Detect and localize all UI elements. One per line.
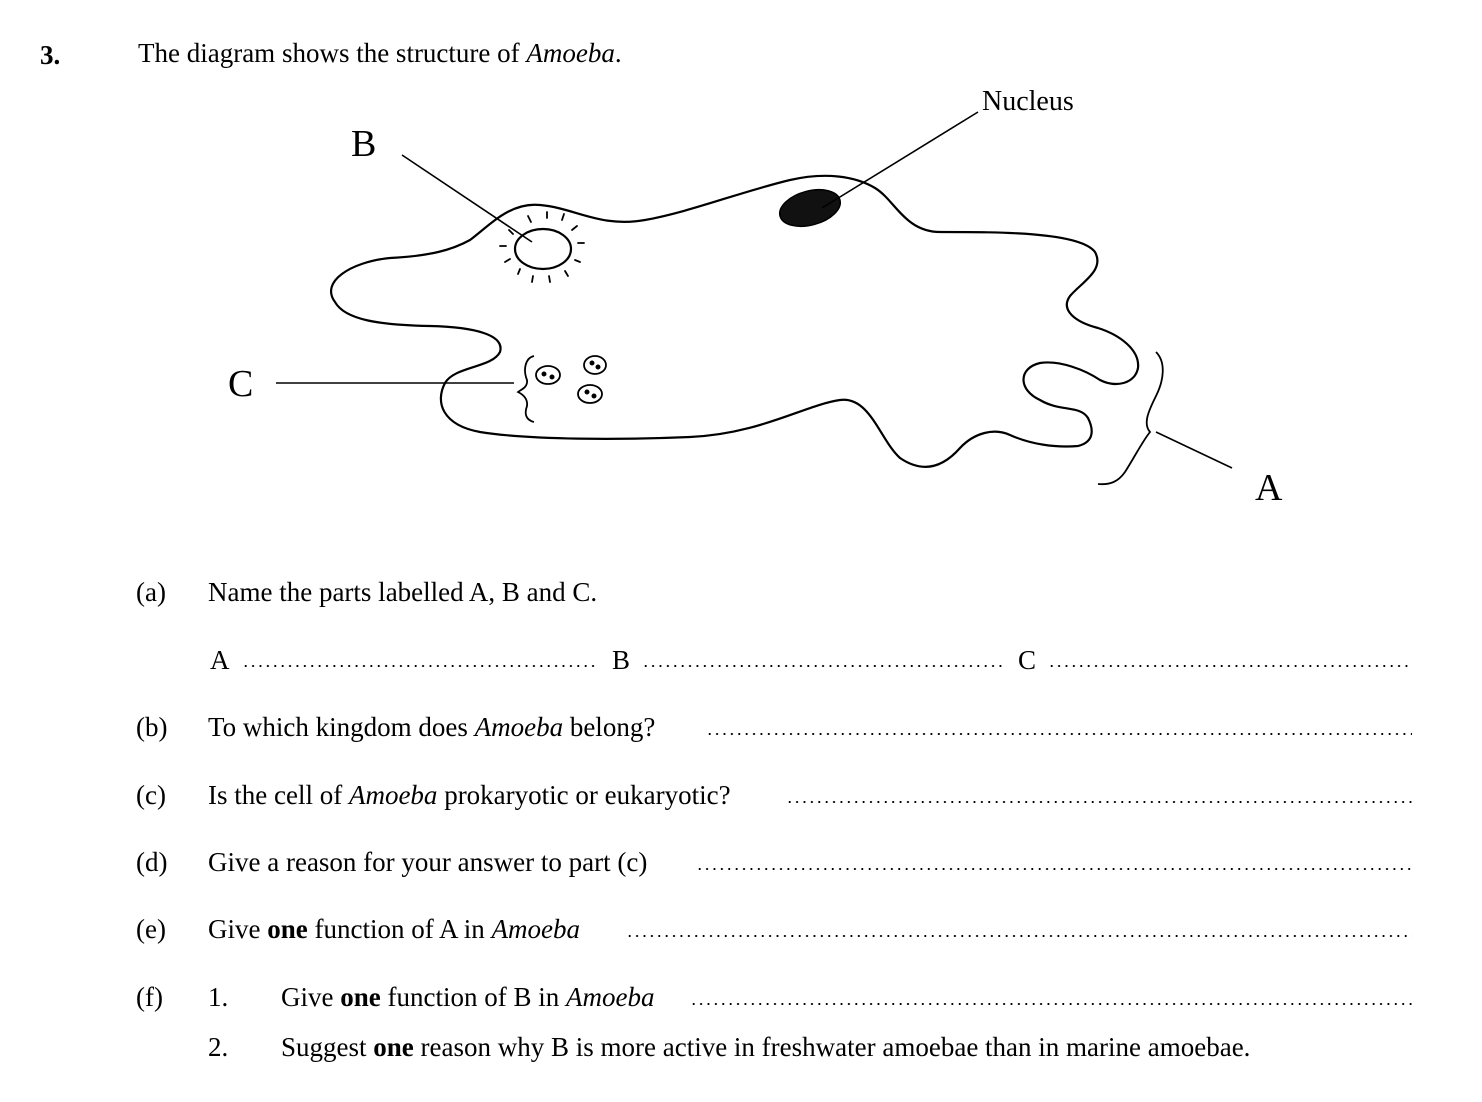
part-d-text: Give a reason for your answer to part (c) [208, 847, 648, 877]
part-f-sub2-prefix: Suggest [281, 1032, 374, 1062]
part-f-sub1-prefix: Give [281, 982, 341, 1012]
answer-c-line[interactable] [1048, 664, 1412, 668]
answer-b-line[interactable] [642, 664, 1006, 668]
answer-line-d[interactable] [696, 867, 1412, 871]
food-vacuoles [518, 356, 606, 422]
part-e-italic: Amoeba [491, 914, 580, 944]
label-nucleus: Nucleus [982, 86, 1074, 117]
answer-a-line[interactable] [242, 664, 598, 668]
intro-italic: Amoeba [526, 38, 615, 68]
answer-line-e[interactable] [626, 934, 1412, 938]
part-c-text [208, 780, 731, 811]
part-f-sub1-text [281, 982, 654, 1013]
part-f-sub2-text [281, 1032, 1250, 1063]
part-f-sub1-bold: one [340, 982, 381, 1012]
part-b-italic: Amoeba [474, 712, 564, 742]
part-f-sub2-num: 2. [208, 1032, 229, 1062]
part-c-italic: Amoeba [348, 780, 438, 810]
intro-prefix: The diagram shows the structure of [138, 38, 527, 68]
answer-a-label: A [210, 645, 230, 675]
part-c-marker: (c) [136, 780, 166, 810]
part-d-marker: (d) [136, 847, 168, 877]
contractile-vacuole [500, 212, 584, 282]
part-e-bold: one [267, 914, 308, 944]
question-number: 3. [40, 40, 61, 70]
answer-b-label: B [612, 645, 631, 675]
part-f-sub2-suffix: reason why B is more active in freshwater amoebae than in marine amoebae. [413, 1032, 1251, 1062]
label-a: A [1255, 467, 1283, 509]
part-b-text [208, 712, 655, 743]
intro-suffix: . [614, 38, 622, 68]
answer-c-label: C [1018, 645, 1037, 675]
part-e-text [208, 914, 580, 945]
label-c: C [228, 363, 254, 405]
part-b-marker: (b) [136, 712, 168, 742]
nucleus-shape [776, 184, 845, 233]
answer-line-c[interactable] [786, 800, 1412, 804]
part-f-marker: (f) [136, 982, 163, 1012]
pseudopodia-brace [1098, 352, 1163, 484]
part-b-prefix: To which kingdom does [208, 712, 475, 742]
leader-lines [276, 112, 1232, 468]
part-e-prefix: Give [208, 914, 268, 944]
part-f-sub1-mid: function of B in [380, 982, 566, 1012]
part-f-sub1-num: 1. [208, 982, 229, 1012]
part-b-suffix: belong? [563, 712, 656, 742]
answer-line-b[interactable] [706, 732, 1412, 736]
part-a-marker: (a) [136, 577, 166, 607]
part-c-suffix: prokaryotic or eukaryotic? [437, 780, 731, 810]
label-b: B [351, 123, 377, 165]
answer-line-f1[interactable] [690, 1002, 1412, 1006]
part-c-prefix: Is the cell of [208, 780, 349, 810]
part-f-sub1-italic: Amoeba [565, 982, 655, 1012]
part-e-marker: (e) [136, 914, 166, 944]
part-f-sub2-bold: one [373, 1032, 414, 1062]
amoeba-cell-outline [331, 176, 1138, 467]
part-e-mid: function of A in [307, 914, 492, 944]
part-a-text: Name the parts labelled A, B and C. [208, 577, 598, 607]
